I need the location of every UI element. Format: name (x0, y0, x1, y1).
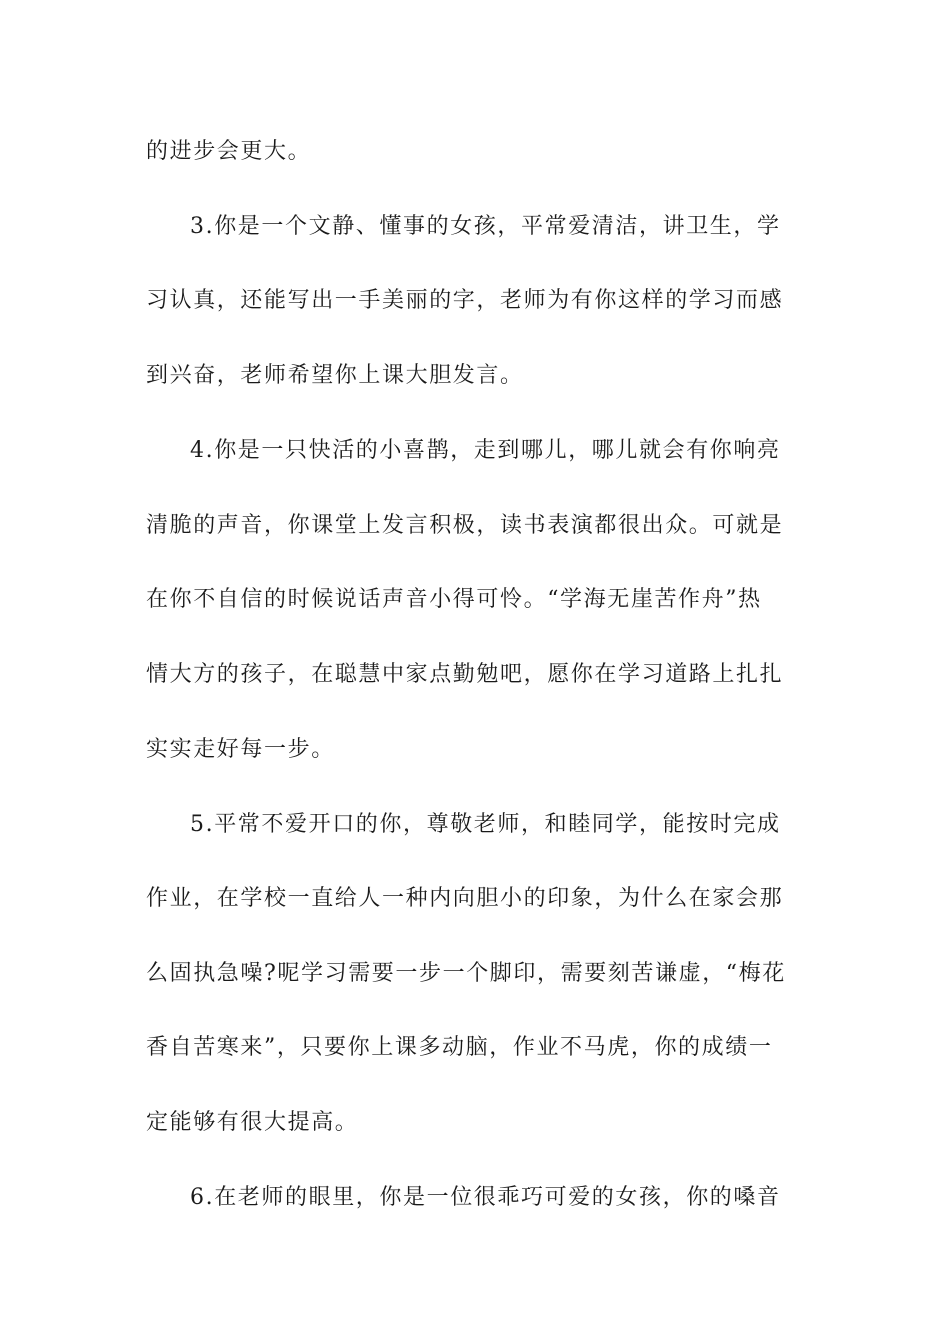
paragraph-3-start: 3.你是一个文静、懂事的女孩，平常爱清洁，讲卫生，学 (190, 214, 781, 239)
text-line: 实实走好每一步。 (146, 737, 335, 762)
text-line: 香自苦寒来”，只要你上课多动脑，作业不马虎，你的成绩一 (146, 1035, 773, 1060)
text-line: 的进步会更大。 (146, 139, 312, 164)
paragraph-6-start: 6.在老师的眼里，你是一位很乖巧可爱的女孩，你的嗓音 (190, 1185, 781, 1210)
text-line: 么固执急噪?呢学习需要一步一个脚印，需要刻苦谦虚，“梅花 (146, 961, 786, 986)
text-line: 情大方的孩子，在聪慧中家点勤勉吧，愿你在学习道路上扎扎 (146, 662, 784, 687)
text-line: 清脆的声音，你课堂上发言积极，读书表演都很出众。可就是 (146, 513, 784, 538)
paragraph-5-start: 5.平常不爱开口的你，尊敬老师，和睦同学，能按时完成 (190, 812, 781, 837)
text-line: 习认真，还能写出一手美丽的字，老师为有你这样的学习而感 (146, 288, 784, 313)
paragraph-4-start: 4.你是一只快活的小喜鹊，走到哪儿，哪儿就会有你响亮 (190, 438, 781, 463)
text-line: 到兴奋，老师希望你上课大胆发言。 (146, 363, 524, 388)
text-line: 在你不自信的时候说话声音小得可怜。“学海无崖苦作舟”热 (146, 587, 762, 612)
text-line: 定能够有很大提高。 (146, 1110, 359, 1135)
text-line: 作业，在学校一直给人一种内向胆小的印象，为什么在家会那 (146, 886, 784, 911)
